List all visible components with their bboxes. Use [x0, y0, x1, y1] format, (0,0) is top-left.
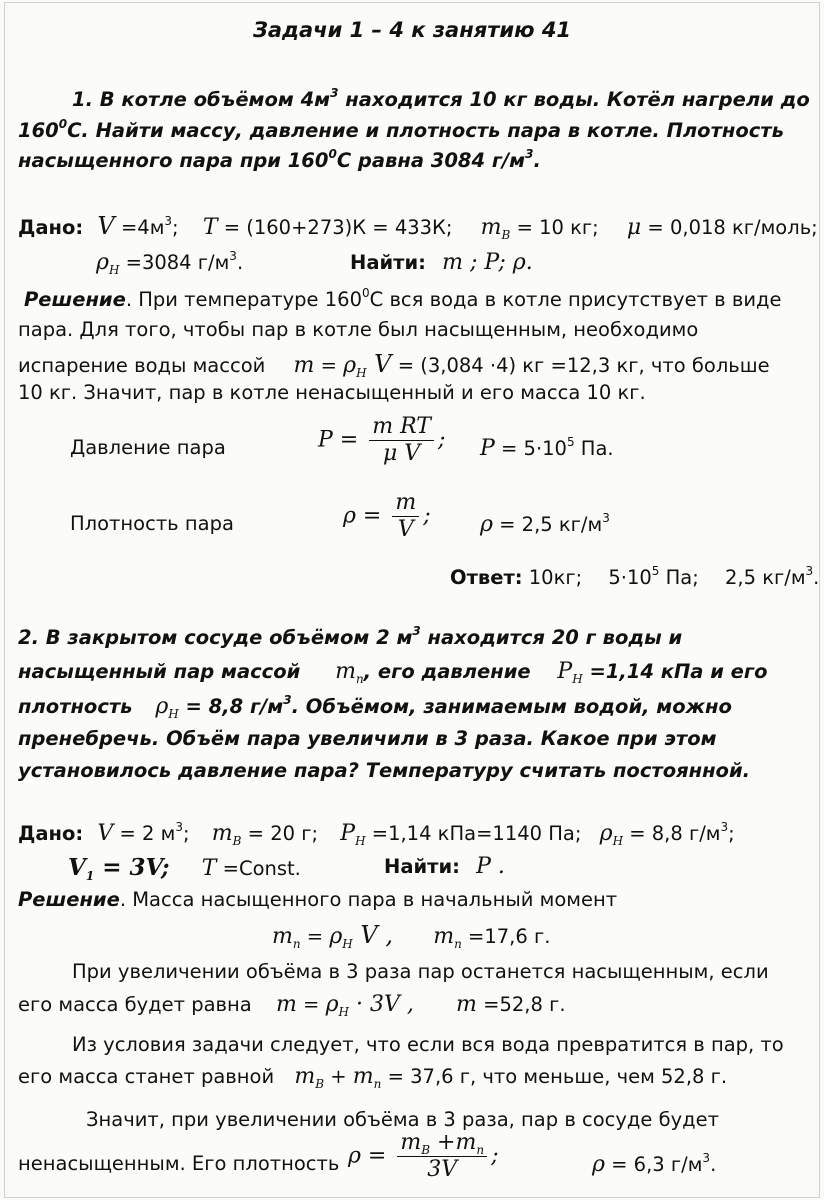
p2-final-formula: ρ = $\frac{m_B +m_n}{3V}$ ; — [348, 1130, 499, 1182]
p1-statement-line1: 1. В котле объёмом $4м^3$ находится 10 кг воды. Котёл нагрели до — [72, 86, 810, 111]
p2-solution-formula1: $m_n = \rho_H$ V , $m_n =17,6$ г. — [272, 921, 551, 951]
p1-solution-line1: Решение. При температуре $160^0С$ вся вода в котле присутствует в виде — [24, 286, 782, 311]
p2-final-value: ρ = 6,3 $г/м^3$. — [592, 1151, 717, 1177]
pressure-formula: P = $\frac{\text{m RT}}{\text{μ V}}$ ; — [318, 414, 446, 466]
p2-solution-line4: его масса будет равна $m = \rho_H \cdot 3V$ , m =52,8 г. — [18, 992, 566, 1019]
p1-find: Найти: m ; P; ρ. — [350, 250, 533, 275]
p1-given-line1: Дано: $V =4м^3$; T = (160+273)К = 433К; $m_B = 10$ кг; μ = 0,018 кг/моль; — [18, 212, 818, 242]
p2-solution-line1: Решение. Масса насыщенного пара в начальный момент — [18, 888, 618, 911]
density-formula: ρ = $\frac{m}{V}$ ; — [343, 490, 431, 542]
p2-given-line2: $V_1 = 3V$; T =Const. — [68, 854, 301, 883]
p2-solution-line6: его масса станет равной $m_B + m_n = 37,6$ г, что меньше, чем 52,8 г. — [18, 1064, 728, 1091]
p1-answer: Ответ: 10кг; $5\cdot 10^5$ Па; 2,5 $кг/м^3$. — [450, 564, 820, 589]
p2-solution-line3: При увеличении объёма в 3 раза пар останется насыщенным, если — [72, 960, 769, 983]
p2-statement-line2: насыщенный пар массой $m_n$, его давление $P_H =1,14$ кПа и его — [18, 659, 768, 686]
page-title: Задачи 1 – 4 к занятию 41 — [252, 18, 572, 42]
p2-solution-line8: ненасыщенным. Его плотность — [18, 1152, 340, 1175]
p1-solution-line3: испарение воды массой $m = \rho_H$ V = (3,084 ·4) кг =12,3 кг, что больше — [18, 350, 770, 380]
p1-statement-line2: $160^0С$. Найти массу, давление и плотность пара в котле. Плотность — [18, 117, 784, 142]
p2-solution-line7: Значит, при увеличении объёма в 3 раза, пар в сосуде будет — [86, 1108, 720, 1131]
p2-statement-line4: пренебречь. Объём пара увеличили в 3 раза. Какое при этом — [18, 727, 717, 750]
pressure-label: Давление пара — [70, 436, 226, 459]
p2-statement-line1: 2. В закрытом сосуде объёмом 2 $м^3$ находится 20 г воды и — [18, 624, 683, 649]
density-value: ρ = 2,5 $кг/м^3$ — [480, 511, 610, 537]
density-label: Плотность пара — [70, 512, 234, 535]
p1-given-line2: $\rho_H =3084$ $г/м^3$. — [96, 249, 244, 277]
p2-statement-line5: установилось давление пара? Температуру считать постоянной. — [18, 759, 751, 782]
page-border — [4, 2, 820, 1198]
p1-solution-line2: пара. Для того, чтобы пар в котле был насыщенным, необходимо — [18, 318, 699, 341]
pressure-value: $P = 5\cdot 10^5$ Па. — [480, 435, 614, 461]
p2-statement-line3: плотность $\rho_H = 8,8$ $г/м^3$. Объёмом, занимаемым водой, можно — [18, 693, 732, 721]
p2-solution-line5: Из условия задачи следует, что если вся вода превратится в пар, то — [72, 1033, 784, 1056]
p2-given-line1: Дано: V = 2 $м^3$; $m_B = 20$ г; $P_H =1,14$ кПа=1140 Па; $\rho_H = 8,8$ $г/м^3$; — [18, 820, 735, 848]
p1-statement-line3: насыщенного пара при $160^0С$ равна 3084 $г/м^3$. — [18, 147, 541, 172]
p1-solution-line4: 10 кг. Значит, пар в котле ненасыщенный и его масса 10 кг. — [18, 381, 646, 404]
p2-find: Найти: P . — [384, 854, 505, 879]
